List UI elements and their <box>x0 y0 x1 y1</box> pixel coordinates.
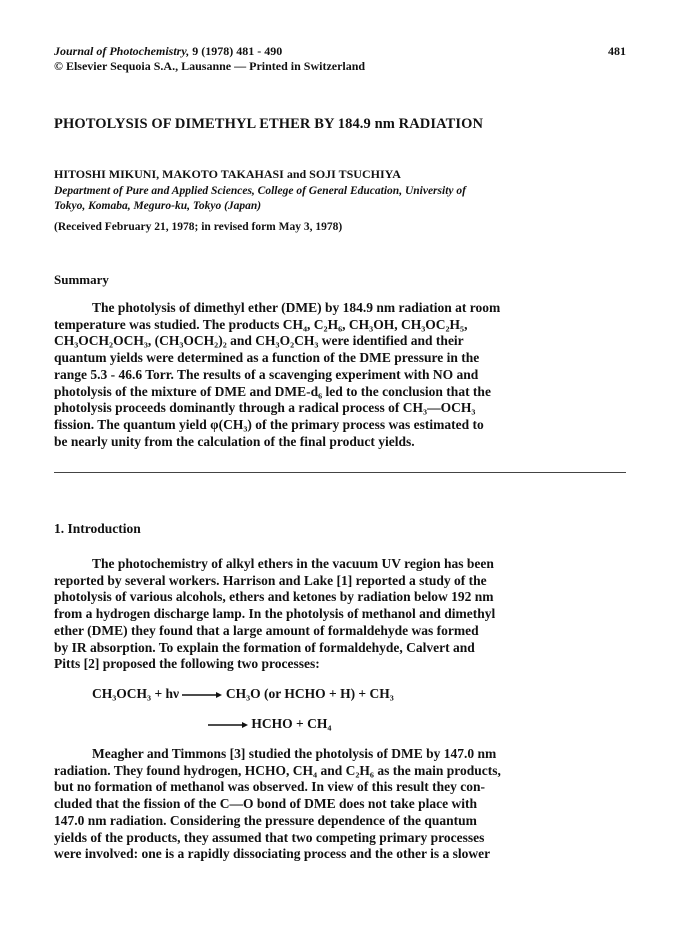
text-line: range 5.3 - 46.6 Torr. The results of a scavenging experiment with NO and <box>54 366 479 382</box>
equation-reactants: CH₃OCH₃ + hν <box>92 686 180 701</box>
received-dates: (Received February 21, 1978; in revised form May 3, 1978) <box>54 221 343 233</box>
text-line: cluded that the fission of the C—O bond of DME does not take place with <box>54 796 478 812</box>
author-affiliation <box>54 184 629 214</box>
reaction-arrow-icon <box>182 690 222 700</box>
introduction-paragraph <box>54 746 626 863</box>
text-line: be nearly unity from the calculation of the final product yields. <box>54 433 415 449</box>
article-title: PHOTOLYSIS OF DIMETHYL ETHER BY 184.9 nm RADIATION <box>54 116 484 132</box>
text-line: photolysis of the mixture of DME and DME-d₆ led to the conclusion that the <box>54 383 491 399</box>
text-line: but no formation of methanol was observed. In view of this result they con- <box>54 779 485 795</box>
section-divider <box>54 472 626 473</box>
summary-paragraph <box>54 300 626 450</box>
summary-heading: Summary <box>54 272 109 287</box>
text-line: photolysis proceeds dominantly through a radical process of CH₃—OCH₃ <box>54 400 476 416</box>
text-line: quantum yields were determined as a function of the DME pressure in the <box>54 350 480 366</box>
text-line: The photochemistry of alkyl ethers in the vacuum UV region has been <box>92 556 494 571</box>
introduction-heading: 1. Introduction <box>54 521 141 536</box>
text-line: reported by several workers. Harrison and Lake [1] reported a study of the <box>54 572 487 588</box>
equation-products: HCHO + CH₄ <box>251 716 332 731</box>
text-line: from a hydrogen discharge lamp. In the photolysis of methanol and dimethyl <box>54 606 496 622</box>
journal-citation: 9 (1978) 481 - 490 <box>189 44 283 58</box>
article-authors: HITOSHI MIKUNI, MAKOTO TAKAHASI and SOJI TSUCHIYA <box>54 167 401 181</box>
text-line: Pitts [2] proposed the following two processes: <box>54 656 320 672</box>
reaction-arrow-icon <box>208 720 248 730</box>
text-line: photolysis of various alcohols, ethers and ketones by radiation below 192 nm <box>54 589 494 605</box>
text-line: radiation. They found hydrogen, HCHO, CH₄ and C₂H₆ as the main products, <box>54 762 501 778</box>
text-line: yields of the products, they assumed that two competing primary processes <box>54 829 485 845</box>
text-line: 147.0 nm radiation. Considering the pressure dependence of the quantum <box>54 812 477 828</box>
text-line: fission. The quantum yield φ(CH₃) of the primary process was estimated to <box>54 416 484 432</box>
text-line: Meagher and Timmons [3] studied the photolysis of DME by 147.0 nm <box>92 746 497 761</box>
page-number: 481 <box>608 44 626 58</box>
text-line: The photolysis of dimethyl ether (DME) by 184.9 nm radiation at room <box>92 300 501 315</box>
text-line: ether (DME) they found that a large amount of formaldehyde was formed <box>54 622 479 638</box>
journal-name: Journal of Photochemistry, <box>54 44 190 58</box>
affiliation-line: Tokyo, Komaba, Meguro-ku, Tokyo (Japan) <box>54 200 262 212</box>
text-line: temperature was studied. The products CH₄, C₂H₆, CH₃OH, CH₃OC₂H₅, <box>54 316 468 332</box>
affiliation-line: Department of Pure and Applied Sciences, College of General Education, University of <box>54 185 466 197</box>
equation-products: CH₃O (or HCHO + H) + CH₃ <box>225 686 394 701</box>
text-line: CH₃OCH₂OCH₃, (CH₃OCH₂)₂ and CH₃O₂CH₃ were identified and their <box>54 333 464 349</box>
reaction-equation-1 <box>92 686 394 702</box>
journal-header <box>54 44 626 59</box>
reaction-equation-2 <box>208 716 331 732</box>
copyright-line: © Elsevier Sequoia S.A., Lausanne — Printed in Switzerland <box>54 59 366 73</box>
text-line: by IR absorption. To explain the formation of formaldehyde, Calvert and <box>54 639 475 655</box>
text-line: were involved: one is a rapidly dissociating process and the other is a slower <box>54 846 491 862</box>
introduction-paragraph <box>54 556 626 673</box>
